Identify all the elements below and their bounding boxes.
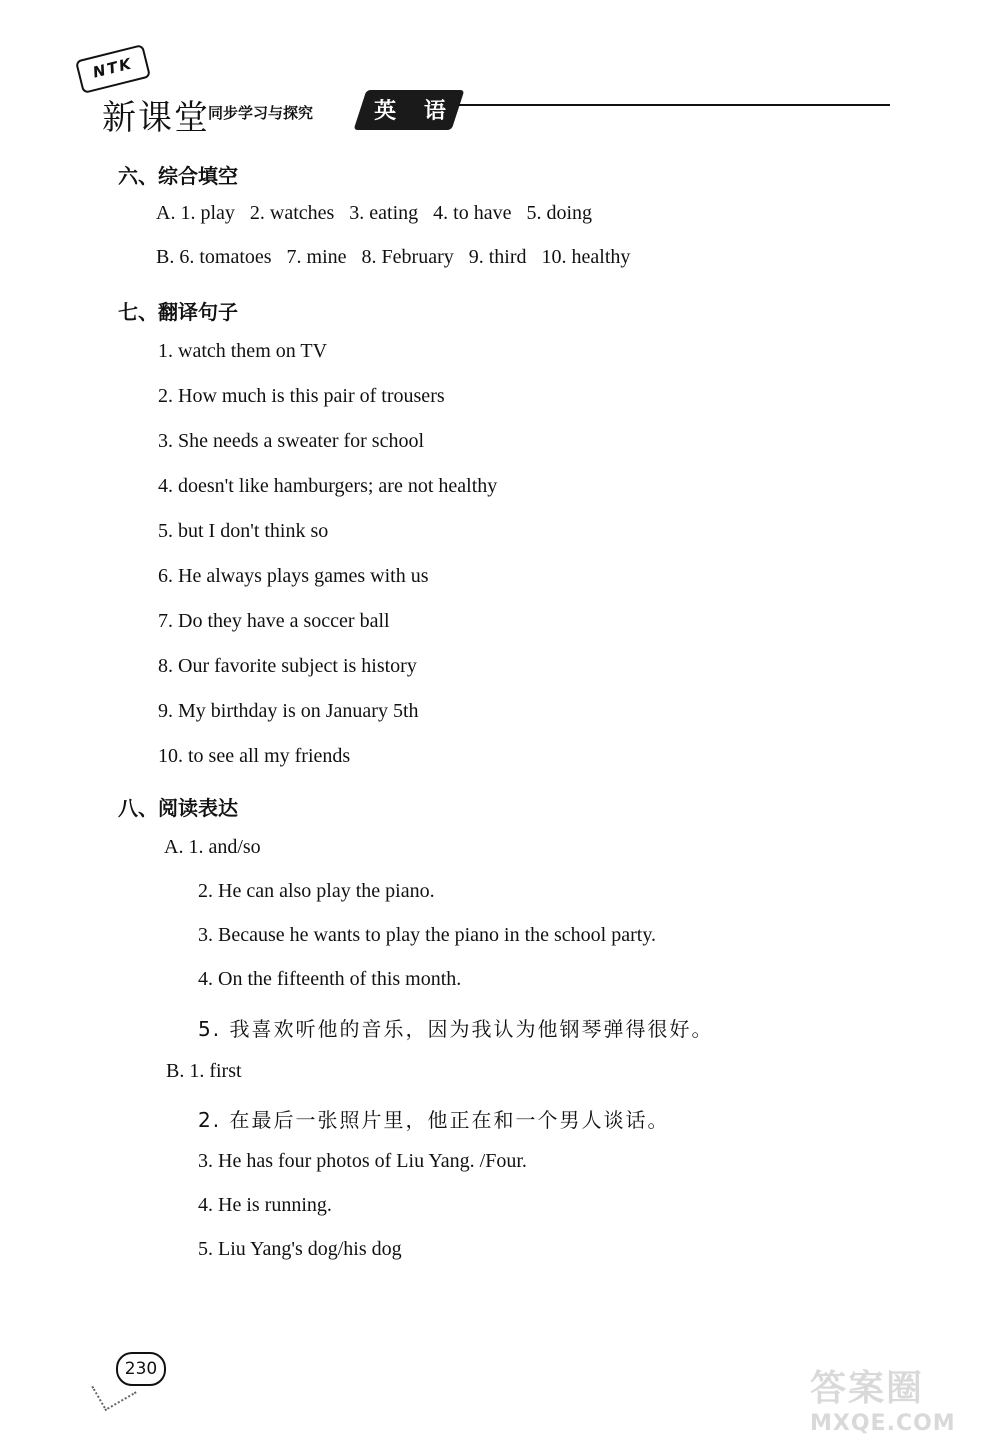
fill-line-a: A. 1. play 2. watches 3. eating 4. to have 5. doing [156,202,593,224]
translation-line: 4. doesn't like hamburgers; are not healthy [158,475,498,497]
reading-b-line: 4. He is running. [198,1194,332,1216]
reading-a-line: A. 1. and/so [164,836,261,858]
translation-line: 10. to see all my friends [158,745,351,767]
reading-b-line: B. 1. first [166,1060,242,1082]
reading-a-line: 2. He can also play the piano. [198,880,435,902]
reading-a-line: 3. Because he wants to play the piano in the school party. [198,924,657,946]
page-number: 230 [116,1352,166,1386]
brand-title: 新课堂 [102,98,210,138]
watermark-logo-text: 答案圈 [810,1368,925,1409]
section-title-7: 七、翻译句子 [118,300,238,324]
reading-b-line: 5. Liu Yang's dog/his dog [198,1238,402,1260]
reading-b-line: 2. 在最后一张照片里，他正在和一个男人谈话。 [198,1108,670,1132]
reading-a-line: 4. On the fifteenth of this month. [198,968,462,990]
header-rule [458,104,890,106]
translation-line: 7. Do they have a soccer ball [158,610,390,632]
translation-line: 6. He always plays games with us [158,565,429,587]
watermark [810,1360,990,1440]
ntk-logo: NTK [75,44,151,94]
section-title-8: 八、阅读表达 [118,796,238,820]
translation-line: 8. Our favorite subject is history [158,655,417,677]
reading-a-line: 5. 我喜欢听他的音乐，因为我认为他钢琴弹得很好。 [198,1017,714,1041]
reading-b-line: 3. He has four photos of Liu Yang. /Four. [198,1150,527,1172]
translation-line: 3. She needs a sweater for school [158,430,425,452]
watermark-url: MXQE.COM [810,1411,956,1436]
translation-line: 5. but I don't think so [158,520,329,542]
page-header [70,40,890,140]
section-title-6: 六、综合填空 [118,164,238,188]
fill-line-b: B. 6. tomatoes 7. mine 8. February 9. third 10. healthy [156,246,631,268]
translation-line: 9. My birthday is on January 5th [158,700,419,722]
translation-line: 2. How much is this pair of trousers [158,385,445,407]
translation-line: 1. watch them on TV [158,340,328,362]
subject-label: 英 语 [374,98,456,124]
series-subtitle: 同步学习与探究 [208,104,314,122]
